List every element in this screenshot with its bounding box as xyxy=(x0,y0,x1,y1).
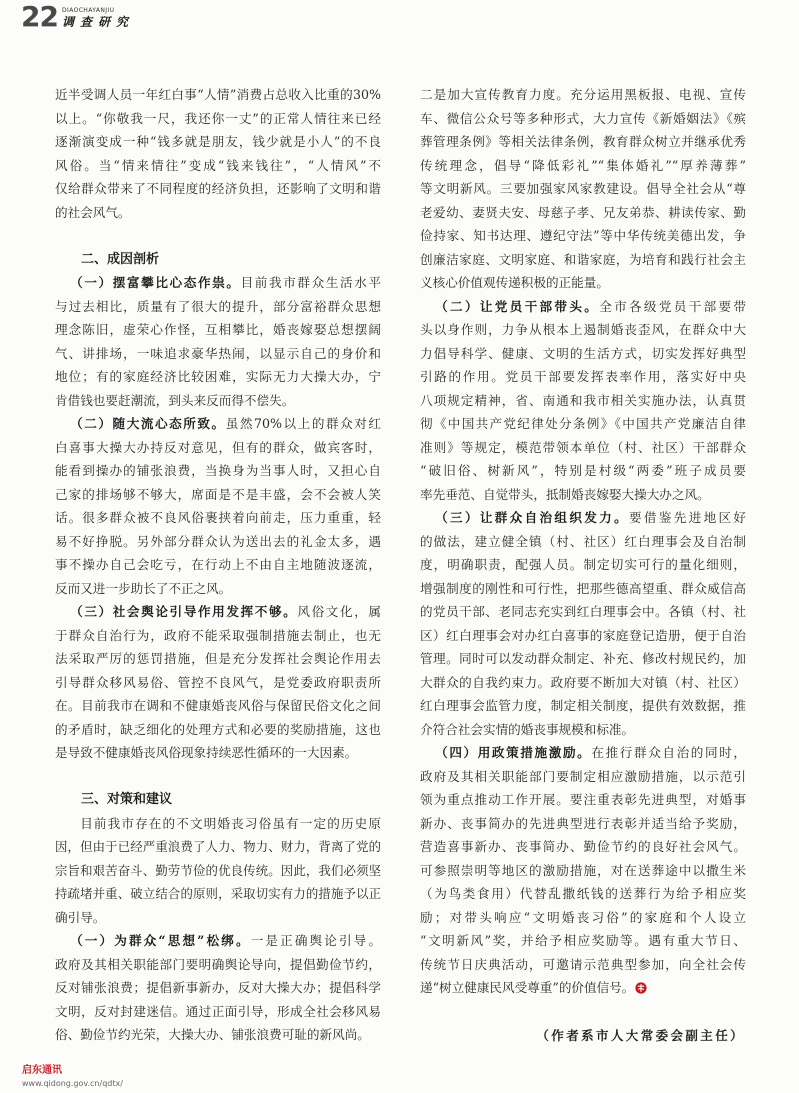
paragraph xyxy=(55,83,381,224)
text-line xyxy=(55,271,381,295)
line-text: 以上。“你敬我一尺，我还你一丈”的正常人情往来已经 xyxy=(55,110,381,126)
text-line xyxy=(420,177,746,201)
line-text: 是导致不健康婚丧风俗现象持续恶性循环的一大因素。 xyxy=(55,745,358,760)
text-line xyxy=(55,436,381,460)
text-line xyxy=(55,154,381,178)
paragraph-lead: （一）摆富攀比心态作祟。 xyxy=(70,275,241,290)
text-line xyxy=(420,365,746,389)
text-line xyxy=(55,389,381,413)
paragraph-lead: （二）随大流心态所致。 xyxy=(70,416,226,431)
text-line xyxy=(55,553,381,577)
text-line xyxy=(420,765,746,789)
text-line xyxy=(55,483,381,507)
line-text: 葬管理条例》等相关法律条例，教育群众树立并继承优秀 xyxy=(420,134,746,149)
paragraph xyxy=(55,929,381,1047)
text-line xyxy=(420,389,746,413)
text-line xyxy=(420,694,746,718)
text-line xyxy=(420,83,746,107)
text-line xyxy=(55,506,381,530)
line-text: 虽然70%以上的群众对红 xyxy=(225,416,381,431)
right-column xyxy=(420,83,746,1000)
text-line xyxy=(55,976,381,1000)
text-line xyxy=(55,1000,381,1024)
page-number: 22 xyxy=(21,0,58,33)
line-text: 区）红白理事会对办红白喜事的家庭登记造册，便于自治 xyxy=(420,627,746,643)
line-text: 领为重点推动工作开展。要注重表彰先进典型，对婚事 xyxy=(420,792,746,807)
text-line xyxy=(55,694,381,718)
line-text: “破旧俗、树新风”，特别是村级“两委”班子成员要 xyxy=(420,463,746,478)
text-line xyxy=(55,906,381,930)
text-line xyxy=(55,1023,381,1047)
section-title: 调查研究 xyxy=(62,15,135,29)
line-text: 全市各级党员干部要带 xyxy=(599,298,747,314)
line-text: 彻《中国共产党纪律处分条例》《中国共产党廉洁自律 xyxy=(420,416,746,431)
line-text: 风俗文化，属 xyxy=(297,604,382,619)
paragraph xyxy=(55,600,381,765)
text-line xyxy=(420,671,746,695)
line-text: 红白理事会监管力度，制定相关制度，提供有效数据，推 xyxy=(420,698,746,713)
text-line xyxy=(420,271,746,295)
text-line xyxy=(55,530,381,554)
left-column xyxy=(55,83,381,1047)
text-line xyxy=(420,976,746,1000)
line-text: 管理。同时可以发动群众制定、补充、修改村规民约，加 xyxy=(420,651,746,666)
paragraph-lead: （一）为群众“思想”松绑。 xyxy=(70,933,251,948)
paragraph xyxy=(420,83,746,295)
text-line xyxy=(420,718,746,742)
line-text: 白喜事大操大办持反对意见，但有的群众，做宾客时， xyxy=(55,439,381,455)
text-line xyxy=(420,624,746,648)
line-text: 于群众自治行为，政府不能采取强制措施去制止，也无 xyxy=(55,627,381,643)
line-text: 二是加大宣传教育力度。充分运用黑板报、电视、宣传 xyxy=(420,87,746,102)
text-line xyxy=(420,154,746,178)
text-line xyxy=(420,577,746,601)
line-text: 大群众的自我约束力。政府要不断加大对镇（村、社区） xyxy=(420,674,746,690)
text-line xyxy=(55,412,381,436)
line-text: 政府及其相关职能部门要明确舆论导向，提倡勤俭节约， xyxy=(55,956,381,972)
author-note: （作者系市人大常委会副主任） xyxy=(536,1028,745,1043)
paragraph xyxy=(55,412,381,600)
paragraph-lead: （二）让党员干部带头。 xyxy=(435,298,600,314)
line-text: 气、讲排场，一味追求豪华热闹，以显示自己的身价和 xyxy=(55,345,381,361)
line-text: 励；对带头响应“文明婚丧习俗”的家庭和个人设立 xyxy=(420,909,746,925)
text-line xyxy=(55,812,381,836)
text-line xyxy=(55,201,381,225)
text-line xyxy=(420,953,746,977)
paragraph-lead: （四）用政策措施激励。 xyxy=(435,745,592,760)
text-line xyxy=(420,835,746,859)
text-line xyxy=(55,624,381,648)
line-text: 的党员干部、老同志充实到红白理事会中。各镇（村、社 xyxy=(420,604,746,619)
paragraph xyxy=(420,295,746,507)
text-line xyxy=(55,647,381,671)
line-text: 可参照崇明等地区的激励措施，对在送葬途中以撒生米 xyxy=(420,862,746,878)
line-text: 老爱幼、妻贤夫安、母慈子孝、兄友弟恭、耕读传家、勤 xyxy=(420,204,746,220)
text-line xyxy=(420,741,746,765)
line-text: 一是正确舆论引导。 xyxy=(250,933,381,948)
line-text: 理念陈旧，虚荣心作怪，互相攀比，婚丧嫁娶总想摆阔 xyxy=(55,322,381,337)
line-text: 仅给群众带来了不同程度的经济负担，还影响了文明和谐 xyxy=(55,181,381,196)
text-line xyxy=(420,107,746,131)
text-line xyxy=(55,859,381,883)
line-text: 引导群众移风易俗、管控不良风气，是党委政府职责所 xyxy=(55,674,381,690)
text-line xyxy=(420,412,746,436)
line-text: 的矛盾时，缺乏细化的处理方式和必要的奖励措施，这也 xyxy=(55,721,381,737)
text-line xyxy=(420,130,746,154)
line-text: 确引导。 xyxy=(55,909,106,925)
line-text: 因，但由于已经严重浪费了人力、物力、财力，背离了党的 xyxy=(55,839,381,854)
text-line xyxy=(55,882,381,906)
text-line xyxy=(420,459,746,483)
line-text: 话。很多群众被不良风俗裹挟着向前走，压力重重，轻 xyxy=(55,510,381,525)
line-text: 风俗。当“情来情往”变成“钱来钱往”，“人情风”不 xyxy=(55,157,381,173)
text-line xyxy=(55,107,381,131)
line-text: 能看到操办的铺张浪费，当换身为当事人时，又担心自 xyxy=(55,463,381,478)
line-text: 传统理念，倡导“降低彩礼”“集体婚礼”“厚养薄葬” xyxy=(420,157,746,173)
text-line xyxy=(55,600,381,624)
text-line xyxy=(55,459,381,483)
text-line xyxy=(420,201,746,225)
line-text: 引路的作用。党员干部要发挥表率作用，落实好中央 xyxy=(420,369,746,384)
line-text: 与过去相比，质量有了很大的提升，部分富裕群众思想 xyxy=(55,298,381,314)
text-line xyxy=(420,248,746,272)
text-line xyxy=(420,600,746,624)
line-text: 准则》等规定，模范带领本单位（村、社区）干部群众 xyxy=(420,439,746,455)
line-text: 介符合社会实情的婚丧事规模和标准。 xyxy=(420,721,635,737)
line-text: 目前我市群众生活水平 xyxy=(240,275,382,290)
text-line xyxy=(420,506,746,530)
line-text: 俗、勤俭节约光荣，大操大办、铺张浪费可耻的新风尚。 xyxy=(55,1027,370,1042)
line-text: 度，明确职责，配强人员。制定切实可行的量化细则， xyxy=(420,557,746,572)
line-text: 递“树立健康民风受尊重”的价值信号。 xyxy=(420,980,635,995)
paragraph-lead: （三）让群众自治组织发力。 xyxy=(435,510,630,525)
line-text: 目前我市存在的不文明婚丧习俗虽有一定的历史原 xyxy=(80,815,381,831)
text-line xyxy=(420,906,746,930)
text-line xyxy=(55,365,381,389)
text-line xyxy=(420,929,746,953)
publication-name: 启东通讯 xyxy=(22,1065,62,1076)
line-text: （为鸟类食用）代替乱撒纸钱的送葬行为给予相应奖 xyxy=(420,886,746,901)
paragraph xyxy=(55,271,381,412)
line-text: 力倡导科学、健康、文明的生活方式，切实发挥好典型 xyxy=(420,345,746,361)
paragraph xyxy=(420,506,746,741)
line-text: 传统节日庆典活动，可邀请示范典型参加，向全社会传 xyxy=(420,956,746,972)
line-text: 率先垂范、自觉带头，抵制婚丧嫁娶大操大办之风。 xyxy=(420,486,710,502)
line-text: 增强制度的刚性和可行性，把那些德高望重、群众威信高 xyxy=(420,580,746,596)
line-text: 等文明新风。三要加强家风家教建设。倡导全社会从“尊 xyxy=(420,181,746,196)
end-mark-icon xyxy=(635,978,647,990)
text-line xyxy=(55,83,381,107)
line-text: 头以身作则，力争从根本上遏制婚丧歪风，在群众中大 xyxy=(420,322,746,337)
line-text: 俭持家、知书达理、遵纪守法”等中华传统美德出发，争 xyxy=(420,228,746,243)
text-line xyxy=(420,436,746,460)
text-line xyxy=(55,318,381,342)
line-text: 近半受调人员一年红白事“人情”消费占总收入比重的30% xyxy=(55,87,381,102)
text-line xyxy=(55,130,381,154)
line-text: 逐渐演变成一种“钱多就是朋友，钱少就是小人”的不良 xyxy=(55,134,381,149)
text-line xyxy=(420,812,746,836)
line-text: 要借鉴先进地区好 xyxy=(629,510,747,525)
text-line xyxy=(55,741,381,765)
text-line xyxy=(420,295,746,319)
text-line xyxy=(55,577,381,601)
line-text: 易不好挣脱。另外部分群众认为送出去的礼金太多，遇 xyxy=(55,533,381,549)
text-line xyxy=(420,318,746,342)
line-text: 的社会风气。 xyxy=(55,204,131,220)
line-text: 己家的排场够不够大，席面是不是丰盛，会不会被人笑 xyxy=(55,486,381,502)
text-line xyxy=(420,647,746,671)
text-line xyxy=(420,530,746,554)
text-line xyxy=(420,788,746,812)
line-text: 文明，反对封建迷信。通过正面引导，形成全社会移风易 xyxy=(55,1003,381,1019)
text-line xyxy=(420,859,746,883)
text-line xyxy=(420,224,746,248)
text-line xyxy=(55,835,381,859)
line-text: 法采取严厉的惩罚措施，但是充分发挥社会舆论作用去 xyxy=(55,651,381,666)
line-text: 车、微信公众号等多种形式，大力宣传《新婚姻法》《殡 xyxy=(420,110,746,126)
section-heading: 二、成因剖析 xyxy=(81,251,160,267)
text-line xyxy=(420,483,746,507)
line-text: 地位；有的家庭经济比较困难，实际无力大操大办，宁 xyxy=(55,369,381,384)
text-line xyxy=(55,177,381,201)
paragraph-lead: （三）社会舆论引导作用发挥不够。 xyxy=(70,604,298,619)
line-text: 宗旨和艰苦奋斗、勤劳节俭的优良传统。因此，我们必须坚 xyxy=(55,862,381,878)
text-line xyxy=(55,342,381,366)
line-text: 义核心价值观传递积极的正能量。 xyxy=(420,275,609,290)
line-text: 反对铺张浪费；提倡新事新办，反对大操大办；提倡科学 xyxy=(55,980,381,995)
line-text: 持疏堵并重、破立结合的原则，采取切实有力的措施予以正 xyxy=(55,886,381,901)
text-line xyxy=(55,953,381,977)
text-line xyxy=(55,929,381,953)
line-text: 肯借钱也要赶潮流，到头来反而得不偿失。 xyxy=(55,392,295,408)
text-line xyxy=(55,671,381,695)
line-text: 反而又进一步助长了不正之风。 xyxy=(55,580,232,596)
paragraph xyxy=(420,741,746,1000)
text-line xyxy=(55,295,381,319)
line-text: 的做法，建立健全镇（村、社区）红白理事会及自治制 xyxy=(420,533,746,549)
paragraph xyxy=(55,812,381,930)
line-text: “文明新风”奖，并给予相应奖励等。遇有重大节日、 xyxy=(420,933,746,948)
line-text: 在。目前我市在调和不健康婚丧风俗与保留民俗文化之间 xyxy=(55,698,381,713)
text-line xyxy=(420,882,746,906)
line-text: 创廉洁家庭、文明家庭、和谐家庭，为培育和践行社会主 xyxy=(420,251,746,267)
line-text: 八项规定精神，省、南通和我市相关实施办法，认真贯 xyxy=(420,392,746,408)
line-text: 事不操办自己会吃亏，在行动上不由自主地随波逐流， xyxy=(55,557,381,572)
section-pinyin: DIAOCHAYANJIU xyxy=(62,7,115,14)
line-text: 在推行群众自治的同时， xyxy=(591,745,747,760)
line-text: 新办、丧事简办的先进典型进行表彰并适当给予奖励， xyxy=(420,815,746,831)
text-line xyxy=(420,342,746,366)
line-text: 营造喜事新办、丧事简办、勤俭节约的良好社会风气。 xyxy=(420,839,746,854)
publication-url: www.qidong.gov.cn/qdtx/ xyxy=(22,1079,123,1088)
text-line xyxy=(55,718,381,742)
text-line xyxy=(420,553,746,577)
section-heading: 三、对策和建议 xyxy=(81,792,173,807)
line-text: 政府及其相关职能部门要制定相应激励措施，以示范引 xyxy=(420,768,746,784)
